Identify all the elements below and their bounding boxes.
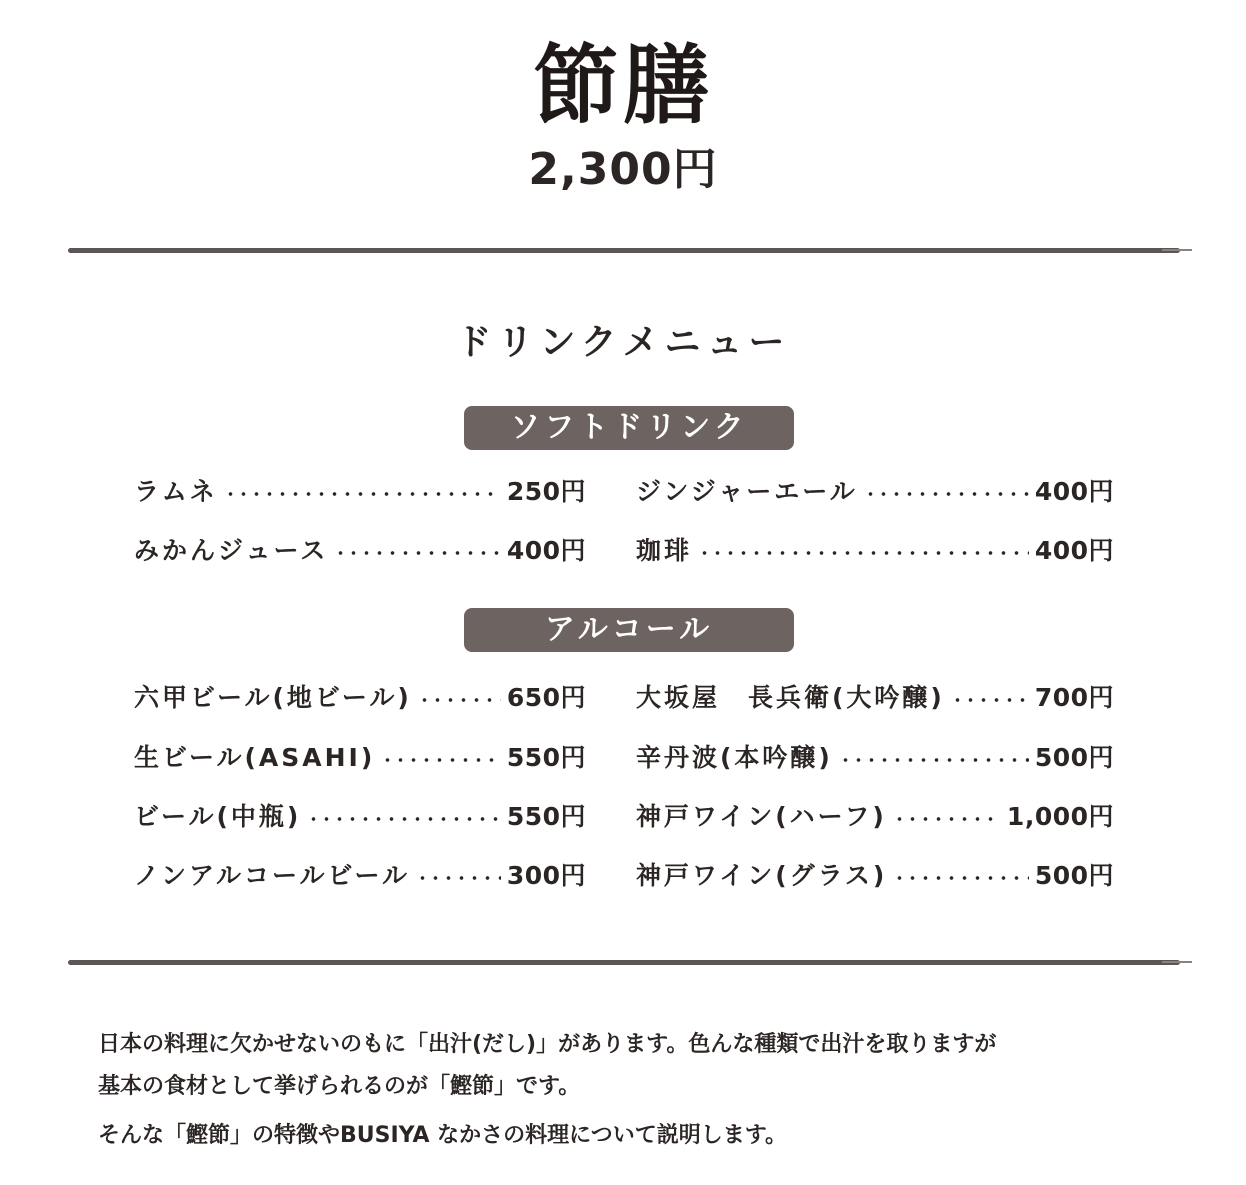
menu-item-price: 300円 (506, 861, 586, 890)
menu-item-price: 250円 (506, 477, 586, 506)
menu-item-name: みかんジュース (134, 536, 329, 565)
menu-item-price: 1,000円 (1006, 802, 1114, 831)
menu-item-price: 500円 (1034, 743, 1114, 772)
menu-item-name: 珈琲 (636, 536, 693, 565)
menu-item-name: 辛丹波(本吟醸) (636, 743, 833, 772)
menu-item-kobe-wine-glass (636, 856, 1114, 896)
dot-leader (418, 698, 501, 702)
menu-title: 節膳 (533, 35, 713, 136)
set-price: 2,300円 (528, 144, 718, 195)
menu-item-name: 生ビール(ASAHI) (134, 743, 376, 772)
menu-item-coffee (636, 531, 1114, 571)
menu-item-rokko-beer (134, 678, 586, 718)
dot-leader (381, 758, 501, 762)
description-line-2: 基本の食材として挙げられるのが「鰹節」です。 (98, 1074, 581, 1099)
dot-leader (893, 817, 1001, 821)
menu-item-price: 500円 (1034, 861, 1114, 890)
menu-item-ginger-ale (636, 472, 1114, 512)
menu-item-price: 400円 (1034, 477, 1114, 506)
soft-drink-section-label: ソフトドリンク (464, 406, 794, 450)
dot-leader (416, 876, 501, 880)
menu-item-price: 550円 (506, 802, 586, 831)
menu-item-name: ノンアルコールビール (134, 861, 411, 890)
menu-item-price: 700円 (1034, 683, 1114, 712)
divider-bottom (68, 960, 1180, 965)
menu-item-draft-beer (134, 738, 586, 778)
description-line-3: そんな「鰹節」の特徴やBUSIYA なかさの料理について説明します。 (98, 1123, 787, 1148)
menu-item-orange-juice (134, 531, 586, 571)
menu-item-price: 550円 (506, 743, 586, 772)
menu-item-name: 大坂屋 長兵衛(大吟醸) (636, 683, 945, 712)
dot-leader (334, 551, 501, 555)
dot-leader (224, 492, 501, 496)
description-line-1: 日本の料理に欠かせないのもに「出汁(だし)」があります。色んな種類で出汁を取りますが (98, 1032, 997, 1057)
dot-leader (839, 758, 1029, 762)
menu-item-name: ビール(中瓶) (134, 802, 302, 831)
dot-leader (864, 492, 1029, 496)
divider-top (68, 248, 1180, 253)
drink-menu-heading: ドリンクメニュー (455, 322, 791, 363)
menu-item-name: ジンジャーエール (636, 477, 858, 506)
menu-item-price: 650円 (506, 683, 586, 712)
menu-item-bottled-beer (134, 797, 586, 837)
menu-item-kobe-wine-half (636, 797, 1114, 837)
menu-item-non-alcohol-beer (134, 856, 586, 896)
alcohol-section-label: アルコール (464, 608, 794, 652)
menu-item-name: ラムネ (134, 477, 218, 506)
menu-item-name: 神戸ワイン(グラス) (636, 861, 888, 890)
menu-item-osakaya-chobei (636, 678, 1114, 718)
dot-leader (307, 817, 500, 821)
menu-item-ramune (134, 472, 586, 512)
menu-item-karatanba (636, 738, 1114, 778)
dot-leader (951, 698, 1029, 702)
menu-item-price: 400円 (1034, 536, 1114, 565)
menu-item-name: 神戸ワイン(ハーフ) (636, 802, 887, 831)
dot-leader (893, 876, 1028, 880)
menu-item-price: 400円 (506, 536, 586, 565)
menu-item-name: 六甲ビール(地ビール) (134, 683, 412, 712)
dot-leader (698, 551, 1029, 555)
